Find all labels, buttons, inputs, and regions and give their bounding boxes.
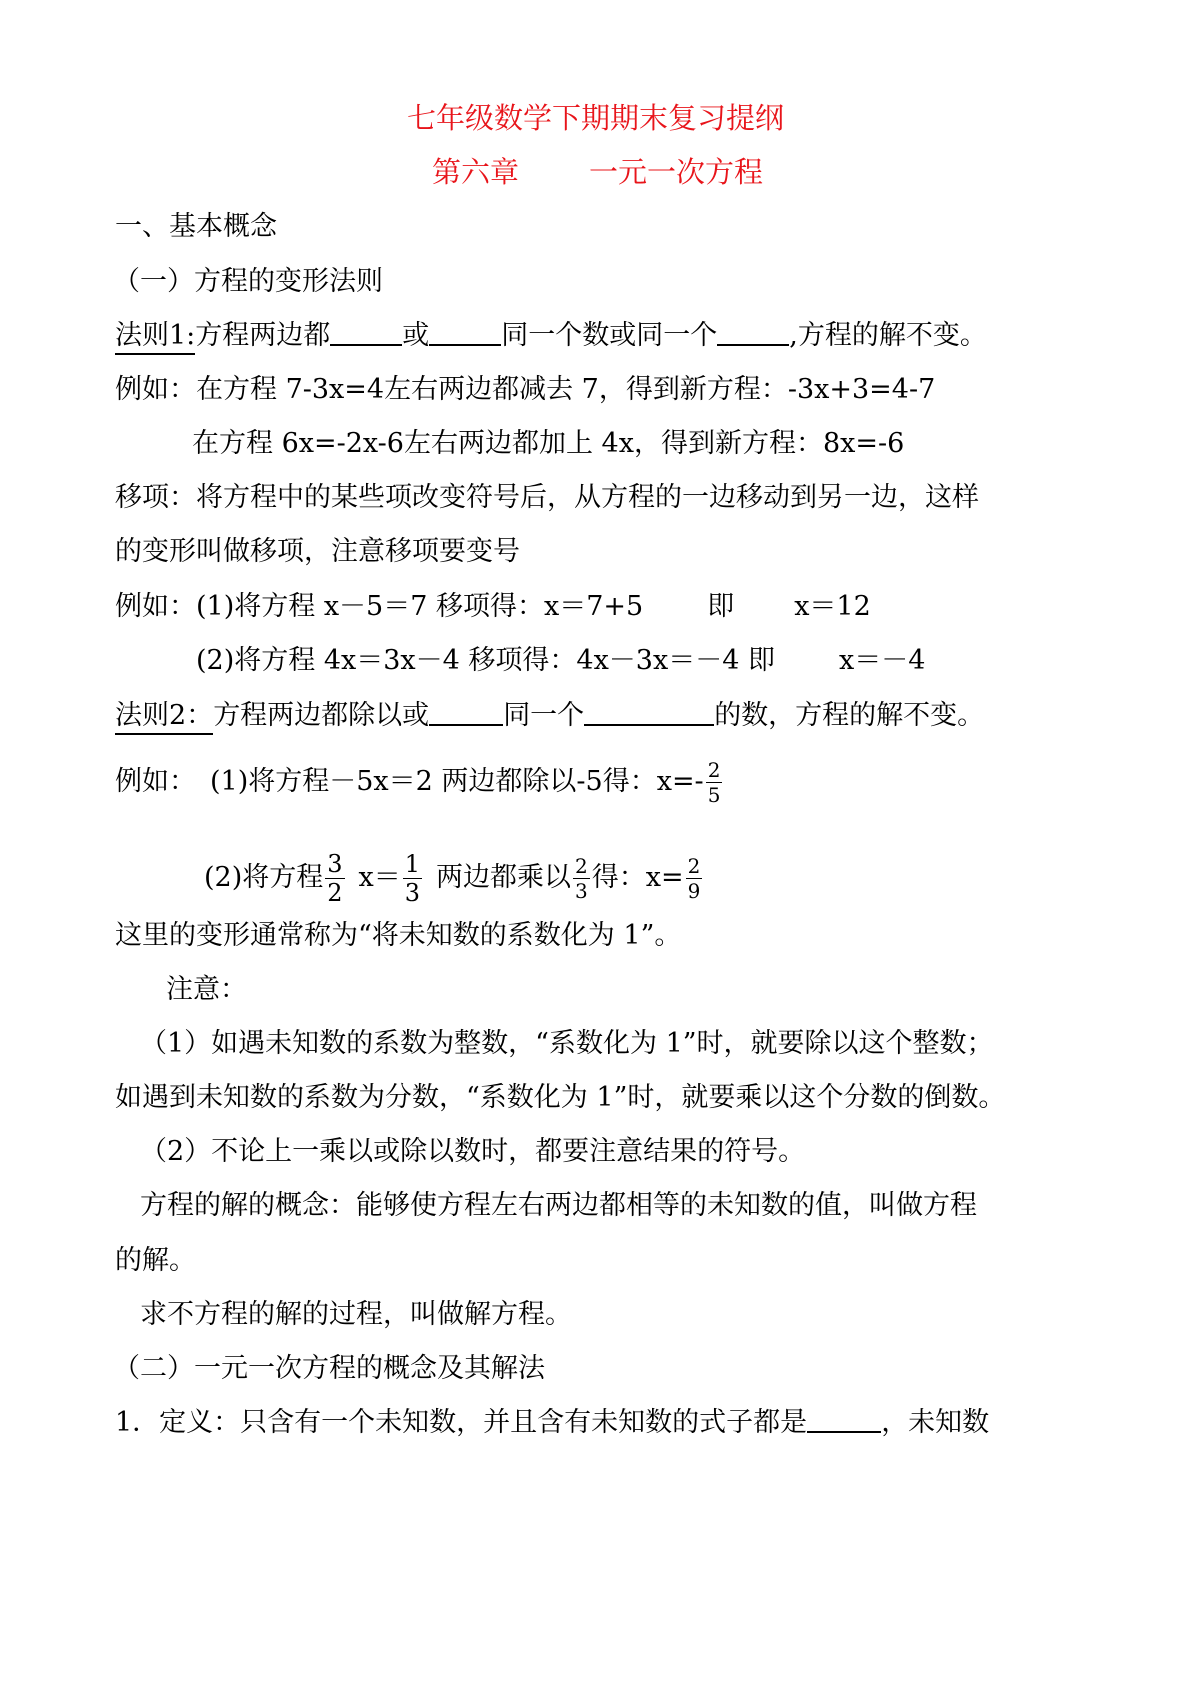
example1-line1 <box>115 372 935 408</box>
rule1-line <box>115 318 987 354</box>
fill-blank <box>330 318 402 346</box>
note2: （2）不论上一乘以或除以数时，都要注意结果的符号。 <box>140 1136 806 1167</box>
move-term-def-line2: 的变形叫做移项，注意移项要变号 <box>115 536 520 567</box>
rule2-text: 的数，方程的解不变。 <box>714 700 985 731</box>
rule2-line <box>115 698 984 734</box>
section-heading: 一、基本概念 <box>115 211 277 242</box>
rule1-text: 同一个数或同一个 <box>501 320 718 351</box>
example-prefix: 例如： <box>115 766 196 797</box>
rule1-text: 或 <box>402 320 430 351</box>
note1-line1: （1）如遇未知数的系数为整数，“系数化为 1”时，就要除以这个整数； <box>140 1028 994 1059</box>
fill-blank <box>717 318 789 346</box>
example1-line2: 在方程 6x=-2x-6左右两边都加上 4x，得到新方程：8x=-6 <box>192 428 905 459</box>
rule2-label: 法则2： <box>115 700 213 735</box>
fill-blank <box>584 698 714 726</box>
rule2-text: 同一个 <box>503 700 585 731</box>
move-term-def-line1: 移项：将方程中的某些项改变符号后，从方程的一边移动到另一边，这样 <box>115 482 979 513</box>
fraction <box>706 760 723 805</box>
example-prefix: 例如： <box>115 591 196 622</box>
rule1-text: 方程两边都 <box>195 320 331 351</box>
example3-line1 <box>115 760 724 805</box>
coefficient-note: 这里的变形通常称为“将未知数的系数化为 1”。 <box>115 920 682 951</box>
definition-text: 1．定义：只含有一个未知数，并且含有未知数的式子都是 <box>115 1407 808 1438</box>
fill-blank <box>429 318 501 346</box>
rule1-label: 法则1: <box>115 320 195 355</box>
solution-definition-line2: 的解。 <box>115 1245 196 1276</box>
fraction-numerator: 2 <box>575 854 588 878</box>
fraction-denominator: 5 <box>707 783 721 807</box>
example-text: x＝12 <box>794 591 871 622</box>
example-text: 两边都乘以 <box>436 862 572 893</box>
fraction-denominator: 3 <box>404 879 421 907</box>
example-text: 在方程 7-3x=4左右两边都减去 7，得到新方程：-3x+3=4-7 <box>196 374 936 405</box>
example-text: (1)将方程－5x＝2 两边都除以-5得：x=- <box>210 766 704 797</box>
fraction-denominator: 3 <box>575 879 588 903</box>
definition-text: ，未知数 <box>881 1407 990 1438</box>
fraction-numerator: 3 <box>327 850 343 878</box>
example-text: (1)将方程 x－5＝7 移项得：x＝7+5 <box>196 591 644 622</box>
fill-blank <box>429 698 503 726</box>
fraction <box>325 852 344 905</box>
example-text: (2)将方程 <box>204 862 324 893</box>
chapter-name: 一元一次方程 <box>589 155 764 189</box>
document-title: 七年级数学下期期末复习提纲 <box>406 101 784 135</box>
rule2-text: 方程两边都除以或 <box>213 700 430 731</box>
note1-line2: 如遇到未知数的系数为分数，“系数化为 1”时，就要乘以这个分数的倒数。 <box>115 1082 1006 1113</box>
rule1-text: ,方程的解不变。 <box>789 320 987 351</box>
chapter-heading <box>432 154 763 190</box>
example3-line2 <box>204 852 704 905</box>
fill-blank <box>807 1405 881 1433</box>
fraction <box>686 856 703 901</box>
solve-definition: 求不方程的解的过程，叫做解方程。 <box>140 1299 572 1330</box>
fraction <box>403 852 422 905</box>
subsection-heading: （一）方程的变形法则 <box>113 266 383 297</box>
example2-line1 <box>115 589 871 625</box>
fraction-numerator: 1 <box>404 850 421 878</box>
fraction <box>573 856 590 901</box>
note-title: 注意： <box>166 974 247 1005</box>
fraction-numerator: 2 <box>687 854 701 878</box>
chapter-label: 第六章 <box>432 155 520 189</box>
example-text: x＝ <box>358 862 401 893</box>
fraction-denominator: 2 <box>327 879 343 907</box>
solution-definition-line1: 方程的解的概念：能够使方程左右两边都相等的未知数的值，叫做方程 <box>140 1190 977 1221</box>
definition1-line <box>115 1405 989 1441</box>
example-prefix: 例如： <box>115 374 196 405</box>
subsection-heading: （二）一元一次方程的概念及其解法 <box>113 1353 545 1384</box>
example-text: (2)将方程 4x＝3x－4 移项得：4x－3x＝－4 即 <box>196 645 775 676</box>
fraction-denominator: 9 <box>687 879 701 903</box>
example-text: 即 <box>707 591 735 622</box>
example-text: 得：x= <box>591 862 684 893</box>
example-text: x＝－4 <box>838 645 926 676</box>
example2-line2 <box>196 643 925 679</box>
fraction-numerator: 2 <box>707 758 721 782</box>
